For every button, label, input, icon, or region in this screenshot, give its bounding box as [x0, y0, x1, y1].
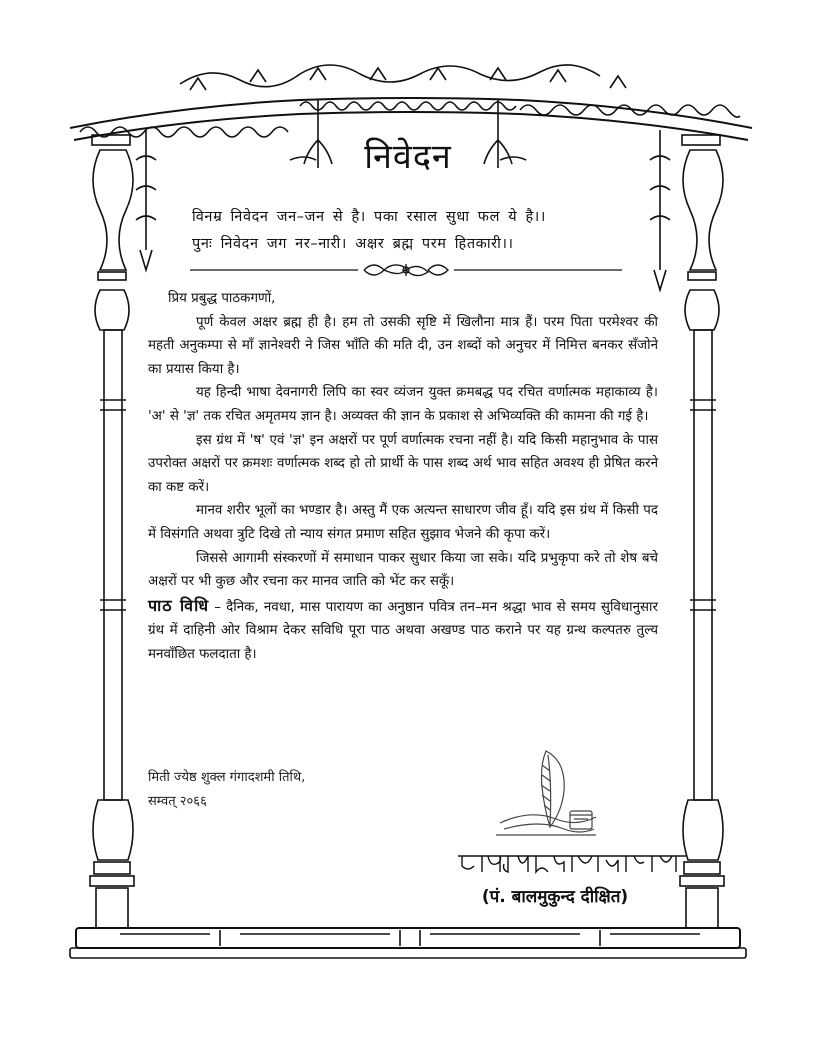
floral-divider — [188, 258, 624, 282]
handwritten-signature — [456, 846, 688, 880]
signer-name: (पं. बालमुकुन्द दीक्षित) — [481, 887, 629, 907]
letter-body — [148, 287, 658, 667]
couplet-line: पुनः निवेदन जग नर–नारी। अक्षर ब्रह्म परम हितकारी।। — [192, 236, 514, 252]
paragraph: पूर्ण केवल अक्षर ब्रह्म ही है। हम तो उसकी सृष्टि में खिलौना मात्र हैं। परम पिता परमेश्वर की महती अनुकम्पा से माँ ज्ञानेश्वरी ने जिस भाँति की मति दी, उन शब्दों को अनुचर में निमित्त बनकर सँजोने का प्रयास किया है। — [148, 314, 658, 377]
page-title: निवेदन — [364, 137, 452, 177]
couplet-line: विनम्र निवेदन जन–जन से है। पका रसाल सुधा फल ये है।। — [192, 209, 546, 225]
paragraph: यह हिन्दी भाषा देवनागरी लिपि का स्वर व्यंजन युक्त क्रमबद्ध पद रचित वर्णात्मक महाकाव्य है। 'अ' से 'ज्ञ' तक रचित अमृतमय ज्ञान है। अव्यक्त की ज्ञान के प्रकाश से अभिव्यक्ति की कामना की गई है। — [148, 385, 658, 424]
samvat-line: सम्वत् २०६६ — [148, 794, 207, 809]
vidhi-heading: पाठ विधि — [148, 595, 210, 615]
paragraph: जिससे आगामी संस्करणों में समाधान पाकर सुधार किया जा सके। यदि प्रभुकृपा करे तो शेष बचे अक्षरों पर भी कुछ और रचना कर मानव जाति को भेंट कर सकूँ। — [148, 550, 658, 590]
vidhi-paragraph — [148, 594, 658, 667]
paragraph: मानव शरीर भूलों का भण्डार है। अस्तु मैं एक अत्यन्त साधारण जीव हूँ। यदि इस ग्रंथ में किसी पद में विसंगति अथवा त्रुटि दिखे तो न्याय संगत प्रमाण सहित सुझाव भेजने की कृपा करें। — [148, 503, 658, 542]
salutation: प्रिय प्रबुद्ध पाठकगणों, — [168, 291, 276, 306]
date-line: मिती ज्येष्ठ शुक्ल गंगादशमी तिथि, — [148, 770, 306, 785]
vidhi-text: – दैनिक, नवधा, मास पारायण का अनुष्ठान पवित्र तन–मन श्रद्धा भाव से समय सुविधानुसार ग्रंथ में दाहिनी ओर विश्राम देकर सविधि पूरा पाठ अथवा अखण्ड पाठ कराने पर यह ग्रन्थ कल्पतरु तुल्य मनवाँछित फलदाता है। — [148, 599, 658, 662]
feather-quill-inkpot-icon — [486, 745, 606, 845]
paragraph: इस ग्रंथ में 'ष' एवं 'ज्ञ' इन अक्षरों पर पूर्ण वर्णात्मक रचना नहीं है। यदि किसी महानुभाव के पास उपरोक्त अक्षरों पर क्रमशः वर्णात्मक शब्द हो तो प्रार्थी के पास शब्द अर्थ भाव सहित अवश्य ही प्रेषित करने का कष्ट करें। — [148, 432, 658, 495]
